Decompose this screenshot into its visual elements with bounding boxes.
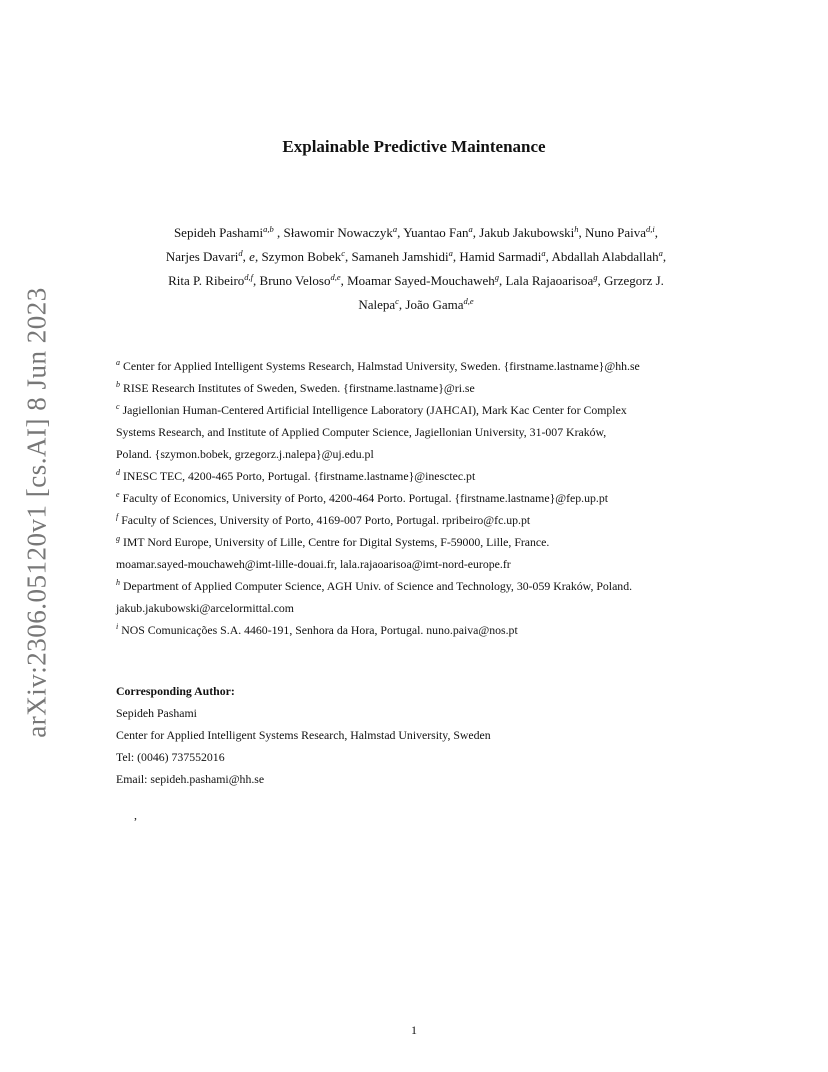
author-name: Nalepa [358, 297, 396, 312]
author-name: Bruno Veloso [259, 273, 331, 288]
author-name: Grzegorz J. [603, 273, 664, 288]
author-sup: d [238, 248, 243, 258]
author-name: Nuno Paiva [585, 225, 647, 240]
author-name: Lala Rajaoarisoa [505, 273, 594, 288]
author-line-1: Sepideh Pashami$^{a,b}$ , Sławomir Nowaczyk$^a$, Yuantao Fan$^a$, Jakub Jakubowski$^h$, Nuno Paiva$^{d,i}$, [173, 224, 659, 240]
author-line-3: Rita P. Ribeiro$^{d,f}$, Bruno Veloso$^{d,e}$, Moamar Sayed-Mouchaweh$^g$, Lala Rajaoarisoa$^g$, Grzegorz J. [168, 272, 664, 288]
author-sup: a [468, 224, 473, 234]
corresponding-author-name: Sepideh Pashami [116, 706, 197, 720]
author-sup: d,f [244, 272, 254, 282]
affiliation-b [116, 377, 716, 399]
affiliation-c-continued: Systems Research, and Institute of Applied Computer Science, Jagiellonian University, 31-007 Kraków, [116, 425, 607, 439]
author-line-4: Nalepa$^c$, João Gama$^{d,e}$ [358, 296, 474, 312]
affiliation-marker: c [116, 402, 120, 411]
author-sup: c [395, 296, 399, 306]
page-number: 1 [411, 1023, 417, 1037]
author-sup: h [574, 224, 579, 234]
affiliation-marker: g [116, 534, 120, 543]
author-name: Sepideh Pashami [173, 225, 264, 240]
affiliation-text: Center for Applied Intelligent Systems Research, Halmstad University, Sweden. {firstname.lastname}@hh.se [123, 359, 640, 373]
arxiv-identifier-stamp [18, 272, 56, 752]
corresponding-author-email: Email: sepideh.pashami@hh.se [116, 772, 265, 786]
author-sup: a [658, 248, 663, 258]
affiliation-g [116, 531, 716, 553]
affiliation-a [116, 355, 716, 377]
affiliation-text: Department of Applied Computer Science, AGH Univ. of Science and Technology, 30-059 Kraków, Poland. [123, 579, 633, 593]
author-sup: g [494, 272, 500, 282]
author-name: Szymon Bobek [261, 249, 342, 264]
author-list [116, 221, 716, 317]
affiliation-marker: e [116, 490, 120, 499]
affiliation-f [116, 509, 716, 531]
affiliation-d [116, 465, 716, 487]
affiliation-marker: b [116, 380, 120, 389]
affiliation-i [116, 619, 716, 641]
paper-title: Explainable Predictive Maintenance [282, 137, 546, 156]
author-name: Hamid Sarmadi [459, 249, 542, 264]
author-sup: d,e [463, 296, 474, 306]
affiliation-c-continued: Poland. {szymon.bobek, grzegorz.j.nalepa}@uj.edu.pl [116, 447, 374, 461]
affiliation-marker: f [116, 512, 119, 521]
affiliation-text: Faculty of Economics, University of Porto, 4200-464 Porto. Portugal. {firstname.lastname}@fep.up.pt [122, 491, 609, 505]
affiliation-marker: i [116, 622, 119, 631]
affiliation-text: INESC TEC, 4200-465 Porto, Portugal. {firstname.lastname}@inesctec.pt [123, 469, 476, 483]
affiliation-text: Faculty of Sciences, University of Porto, 4169-007 Porto, Portugal. rpribeiro@fc.up.pt [121, 513, 531, 527]
author-name: Sławomir Nowaczyk [283, 225, 393, 240]
author-sup: a,b [263, 224, 274, 234]
author-name: Jakub Jakubowski [479, 225, 575, 240]
corresponding-author-block [116, 680, 716, 790]
affiliation-marker: h [116, 578, 120, 587]
author-name: João Gama [405, 297, 464, 312]
author-sup: a [392, 224, 398, 234]
author-sup: d,e [330, 272, 341, 282]
author-name: Samaneh Jamshidi [351, 249, 449, 264]
affiliation-e [116, 487, 716, 509]
affiliation-marker: d [116, 468, 120, 477]
author-name: Narjes Davari [165, 249, 239, 264]
author-name: Yuantao Fan [403, 225, 469, 240]
author-extra-affil: e [249, 249, 255, 264]
corresponding-author-affiliation: Center for Applied Intelligent Systems Research, Halmstad University, Sweden [116, 728, 491, 742]
affiliation-text: IMT Nord Europe, University of Lille, Centre for Digital Systems, F-59000, Lille, France. [123, 535, 550, 549]
author-sup: g [593, 272, 598, 282]
author-sup: d,i [646, 224, 655, 234]
author-name: Abdallah Alabdallah [551, 249, 659, 264]
author-sup: a [541, 248, 546, 258]
affiliation-text: RISE Research Institutes of Sweden, Sweden. {firstname.lastname}@ri.se [123, 381, 475, 395]
author-sup: c [341, 248, 346, 258]
affiliation-list [116, 355, 716, 641]
affiliation-h-continued: jakub.jakubowski@arcelormittal.com [116, 601, 294, 615]
affiliation-h [116, 575, 716, 597]
author-line-2: Narjes Davari$^d$, e, Szymon Bobek$^c$, Samaneh Jamshidi$^a$, Hamid Sarmadi$^a$, Abdallah Alabdallah$^a$, [165, 248, 667, 264]
affiliation-c [116, 399, 716, 421]
arxiv-identifier-text: arXiv:2306.05120v1 [cs.AI] 8 Jun 2023 [21, 286, 52, 738]
author-name: Rita P. Ribeiro [168, 273, 245, 288]
affiliation-g-continued: moamar.sayed-mouchaweh@imt-lille-douai.fr, lala.rajaoarisoa@imt-nord-europe.fr [116, 557, 511, 571]
corresponding-author-label: Corresponding Author: [116, 684, 235, 698]
affiliation-marker: a [116, 358, 120, 367]
affiliation-text: NOS Comunicações S.A. 4460-191, Senhora da Hora, Portugal. nuno.paiva@nos.pt [121, 623, 518, 637]
corresponding-author-tel: Tel: (0046) 737552016 [116, 750, 225, 764]
affiliation-text: Jagiellonian Human-Centered Artificial Intelligence Laboratory (JAHCAI), Mark Kac Center for Complex [122, 403, 627, 417]
author-sup: a [448, 248, 453, 258]
author-name: Moamar Sayed-Mouchaweh [347, 273, 495, 288]
stray-comma: , [134, 808, 137, 822]
